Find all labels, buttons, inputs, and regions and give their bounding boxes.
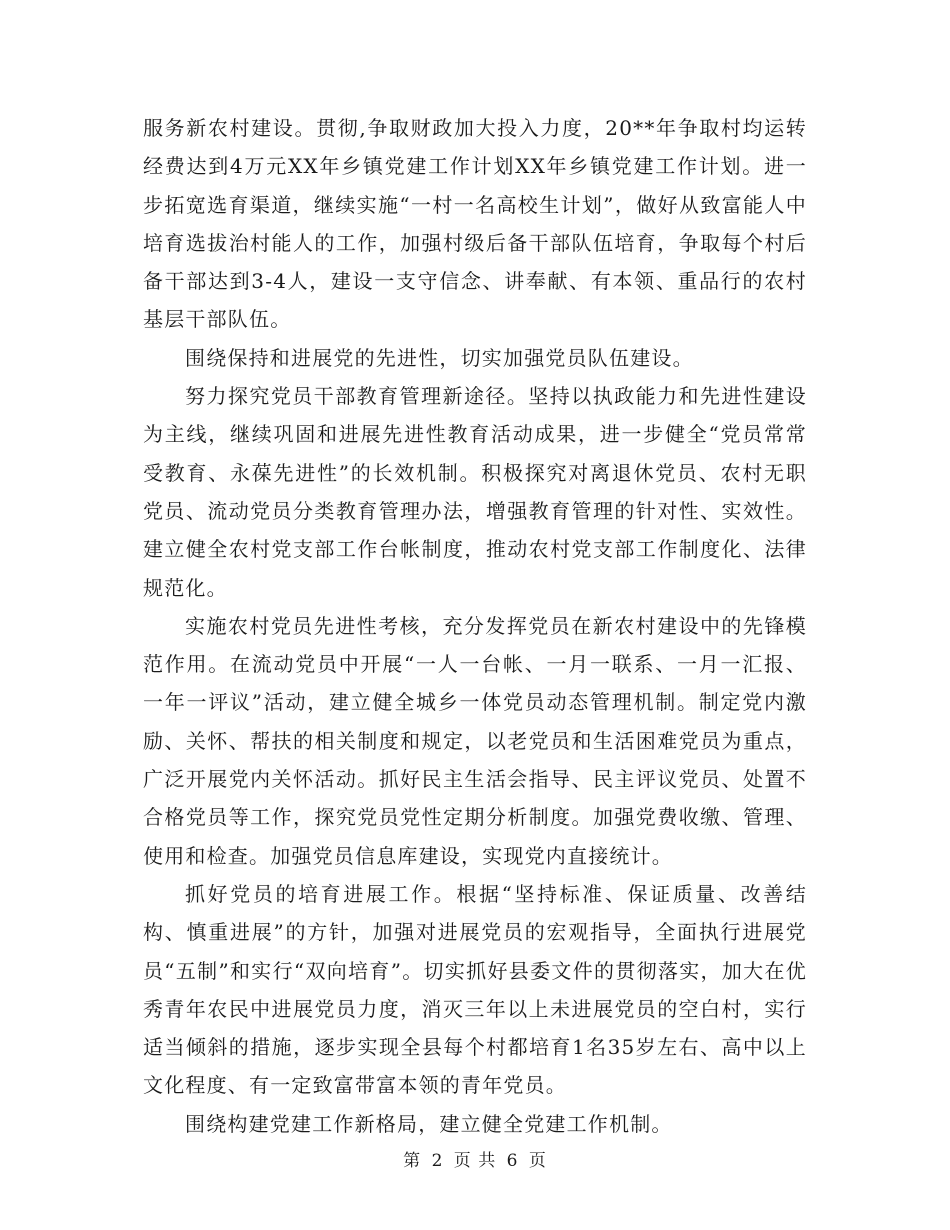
body-text bbox=[143, 109, 807, 1143]
page-footer bbox=[0, 1146, 950, 1171]
footer-suffix: 页 bbox=[528, 1151, 547, 1171]
paragraph-3: 努力探究党员干部教育管理新途径。坚持以执政能力和先进性建设为主线，继续巩固和进展先进性教育活动成果，进一步健全“党员常常受教育、永葆先进性”的长效机制。积极探究对离退休党员、农村无职党员、流动党员分类教育管理办法，增强教育管理的针对性、实效性。建立健全农村党支部工作台帐制度，推动农村党支部工作制度化、法律规范化。 bbox=[143, 384, 807, 600]
paragraph-2: 围绕保持和进展党的先进性，切实加强党员队伍建设。 bbox=[185, 345, 694, 370]
paragraph-1: 服务新农村建设。贯彻,争取财政加大投入力度，20**年争取村均运转经费达到4万元XX年乡镇党建工作计划XX年乡镇党建工作计划。进一步拓宽选育渠道，继续实施“一村一名高校生计划”，做好从致富能人中培育选拔治村能人的工作，加强村级后备干部队伍培育，争取每个村后备干部达到3-4人，建设一支守信念、讲奉献、有本领、重品行的农村基层干部队伍。 bbox=[143, 116, 807, 332]
footer-total-pages: 6 bbox=[506, 1151, 519, 1171]
paragraph-6: 围绕构建党建工作新格局，建立健全党建工作机制。 bbox=[185, 1111, 673, 1136]
paragraph-4: 实施农村党员先进性考核，充分发挥党员在新农村建设中的先锋模范作用。在流动党员中开展“一人一台帐、一月一联系、一月一汇报、一年一评议”活动，建立健全城乡一体党员动态管理机制。制定党内激励、关怀、帮扶的相关制度和规定，以老党员和生活困难党员为重点，广泛开展党内关怀活动。抓好民主生活会指导、民主评议党员、处置不合格党员等工作，探究党员党性定期分析制度。加强党费收缴、管理、使用和检查。加强党员信息库建设，实现党内直接统计。 bbox=[143, 613, 807, 868]
footer-middle: 页 共 bbox=[453, 1151, 497, 1171]
paragraph-5: 抓好党员的培育进展工作。根据“坚持标准、保证质量、改善结构、慎重进展”的方针，加强对进展党员的宏观指导，全面执行进展党员“五制”和实行“双向培育”。切实抓好县委文件的贯彻落实，加大在优秀青年农民中进展党员力度，消灭三年以上未进展党员的空白村，实行适当倾斜的措施，逐步实现全县每个村都培育1名35岁左右、高中以上文化程度、有一定致富带富本领的青年党员。 bbox=[143, 881, 807, 1098]
footer-prefix: 第 bbox=[403, 1151, 422, 1171]
footer-page-number: 2 bbox=[431, 1151, 444, 1171]
